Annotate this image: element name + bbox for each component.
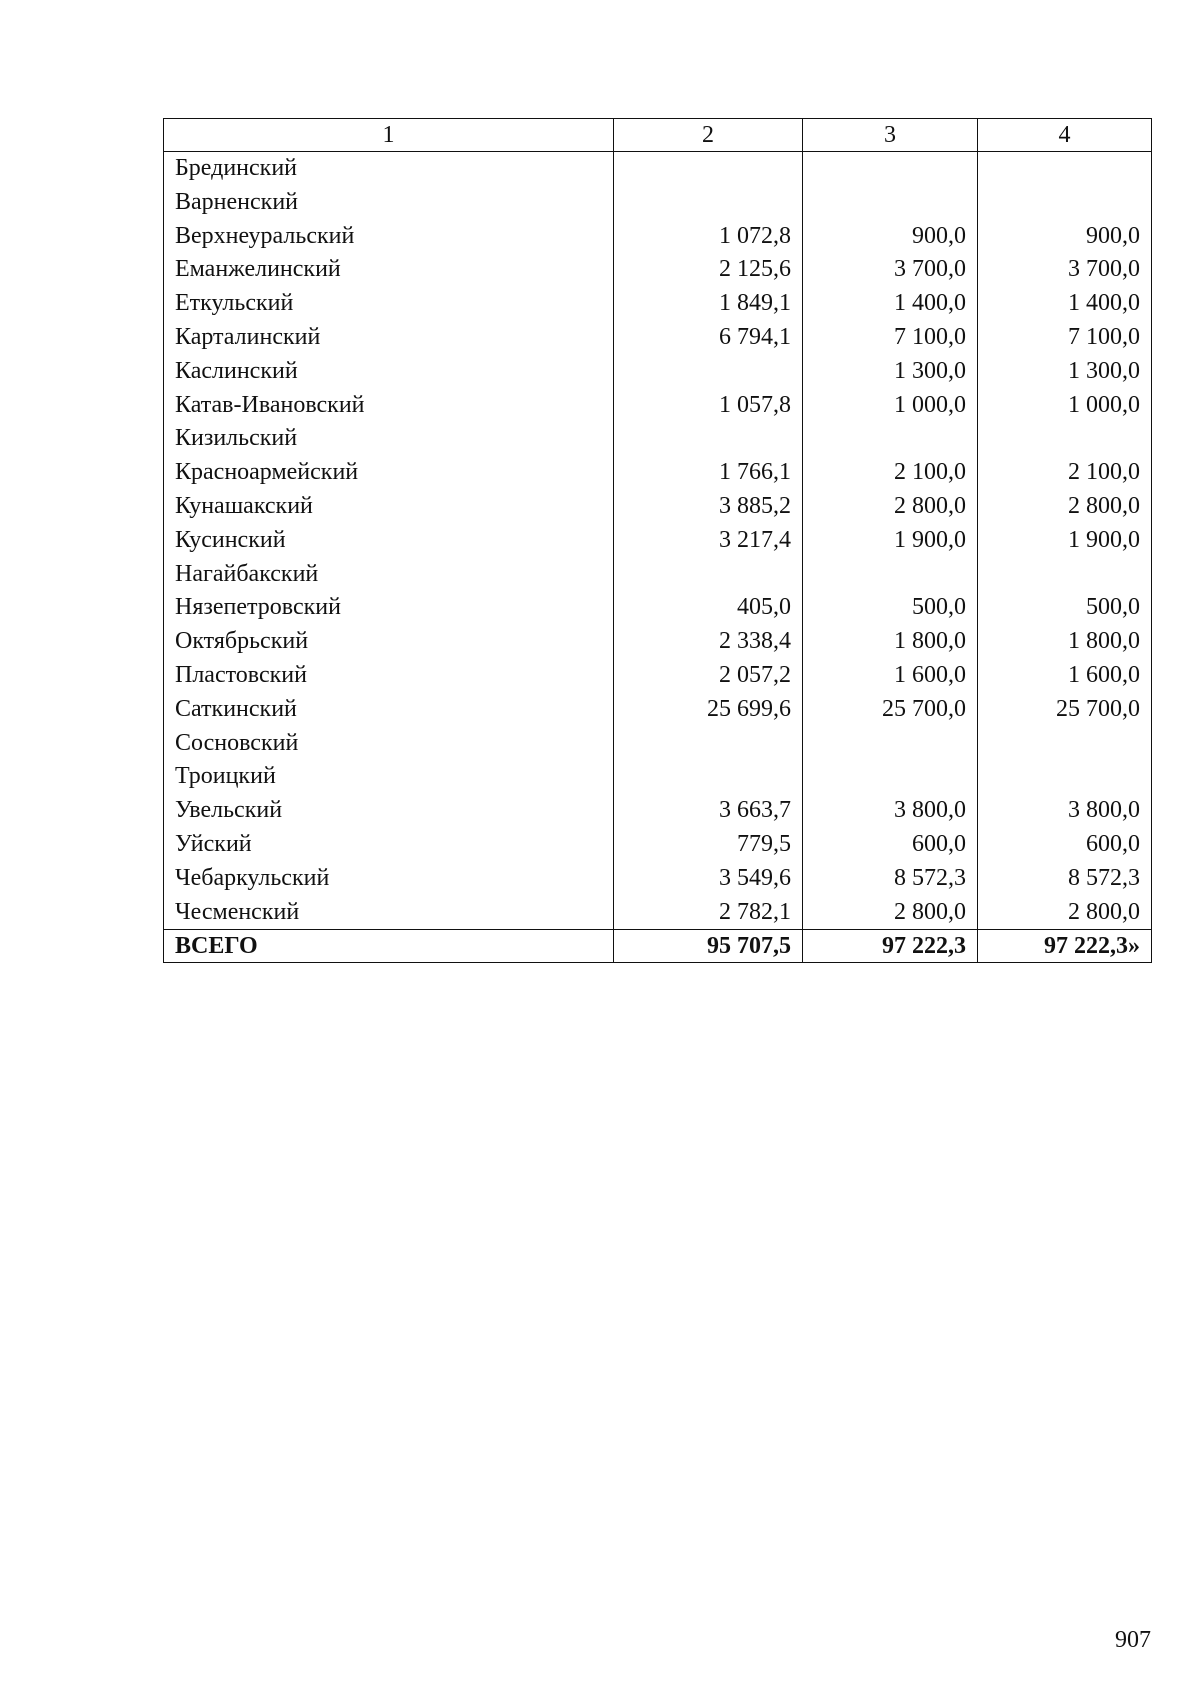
value-col-2: 3 663,7	[614, 794, 803, 828]
value-col-4: 2 800,0	[978, 896, 1152, 930]
value-col-2	[614, 355, 803, 389]
table-row	[164, 727, 1152, 761]
value-col-3: 600,0	[803, 828, 978, 862]
value-col-2: 25 699,6	[614, 693, 803, 727]
value-col-4: 500,0	[978, 591, 1152, 625]
value-col-4: 8 572,3	[978, 862, 1152, 896]
district-name: Еманжелинский	[164, 253, 614, 287]
total-col-2: 95 707,5	[614, 930, 803, 963]
value-col-2: 2 338,4	[614, 625, 803, 659]
value-col-4	[978, 727, 1152, 761]
table-row	[164, 253, 1152, 287]
table-row	[164, 591, 1152, 625]
table-row	[164, 524, 1152, 558]
value-col-3: 2 100,0	[803, 456, 978, 490]
value-col-3	[803, 422, 978, 456]
value-col-4: 2 800,0	[978, 490, 1152, 524]
value-col-3: 1 000,0	[803, 389, 978, 423]
value-col-4: 1 800,0	[978, 625, 1152, 659]
district-name: Пластовский	[164, 659, 614, 693]
table-row	[164, 659, 1152, 693]
value-col-2	[614, 186, 803, 220]
value-col-3: 1 300,0	[803, 355, 978, 389]
table-row	[164, 558, 1152, 592]
total-col-4: 97 222,3»	[978, 930, 1152, 963]
table-row	[164, 794, 1152, 828]
district-name: Октябрьский	[164, 625, 614, 659]
value-col-4: 1 000,0	[978, 389, 1152, 423]
district-name: Каслинский	[164, 355, 614, 389]
table-row	[164, 355, 1152, 389]
value-col-3: 2 800,0	[803, 490, 978, 524]
value-col-2	[614, 760, 803, 794]
value-col-4: 900,0	[978, 220, 1152, 254]
value-col-2	[614, 558, 803, 592]
district-name: Красноармейский	[164, 456, 614, 490]
value-col-3: 25 700,0	[803, 693, 978, 727]
value-col-4: 3 700,0	[978, 253, 1152, 287]
district-name: Кусинский	[164, 524, 614, 558]
value-col-4: 2 100,0	[978, 456, 1152, 490]
value-col-2	[614, 152, 803, 186]
value-col-4: 3 800,0	[978, 794, 1152, 828]
district-name: Троицкий	[164, 760, 614, 794]
district-name: Саткинский	[164, 693, 614, 727]
value-col-2	[614, 727, 803, 761]
value-col-2: 6 794,1	[614, 321, 803, 355]
table-row	[164, 186, 1152, 220]
total-label: ВСЕГО	[164, 930, 614, 963]
district-name: Кунашакский	[164, 490, 614, 524]
value-col-4	[978, 422, 1152, 456]
value-col-2: 3 217,4	[614, 524, 803, 558]
value-col-4: 7 100,0	[978, 321, 1152, 355]
value-col-3: 2 800,0	[803, 896, 978, 930]
page-number: 907	[1115, 1627, 1151, 1653]
table-row	[164, 422, 1152, 456]
value-col-3	[803, 760, 978, 794]
district-name: Брединский	[164, 152, 614, 186]
table-row	[164, 862, 1152, 896]
table-row	[164, 760, 1152, 794]
value-col-4	[978, 152, 1152, 186]
district-name: Кизильский	[164, 422, 614, 456]
value-col-2: 1 849,1	[614, 287, 803, 321]
table-row	[164, 693, 1152, 727]
table-header	[164, 119, 1152, 152]
total-col-3: 97 222,3	[803, 930, 978, 963]
value-col-3	[803, 727, 978, 761]
value-col-4: 1 300,0	[978, 355, 1152, 389]
value-col-4: 1 900,0	[978, 524, 1152, 558]
table-row	[164, 490, 1152, 524]
value-col-4	[978, 558, 1152, 592]
value-col-4	[978, 760, 1152, 794]
value-col-2: 1 072,8	[614, 220, 803, 254]
value-col-3: 500,0	[803, 591, 978, 625]
district-name: Чебаркульский	[164, 862, 614, 896]
value-col-3	[803, 152, 978, 186]
district-name: Чесменский	[164, 896, 614, 930]
district-name: Катав-Ивановский	[164, 389, 614, 423]
value-col-4: 1 600,0	[978, 659, 1152, 693]
district-name: Верхнеуральский	[164, 220, 614, 254]
column-header-3: 3	[803, 119, 978, 152]
value-col-2: 2 782,1	[614, 896, 803, 930]
district-name: Карталинский	[164, 321, 614, 355]
value-col-3: 8 572,3	[803, 862, 978, 896]
value-col-4: 600,0	[978, 828, 1152, 862]
total-row	[164, 930, 1152, 963]
district-name: Увельский	[164, 794, 614, 828]
value-col-3: 1 400,0	[803, 287, 978, 321]
value-col-3	[803, 186, 978, 220]
value-col-2	[614, 422, 803, 456]
value-col-2: 405,0	[614, 591, 803, 625]
value-col-4: 1 400,0	[978, 287, 1152, 321]
table-row	[164, 456, 1152, 490]
value-col-2: 3 885,2	[614, 490, 803, 524]
table-row	[164, 152, 1152, 186]
table-row	[164, 896, 1152, 930]
value-col-3: 3 800,0	[803, 794, 978, 828]
table-row	[164, 828, 1152, 862]
allocation-table	[163, 118, 1152, 963]
column-header-2: 2	[614, 119, 803, 152]
table-body	[164, 152, 1152, 930]
value-col-2: 2 057,2	[614, 659, 803, 693]
value-col-3: 900,0	[803, 220, 978, 254]
value-col-3: 1 600,0	[803, 659, 978, 693]
table-row	[164, 287, 1152, 321]
value-col-3: 3 700,0	[803, 253, 978, 287]
district-name: Нагайбакский	[164, 558, 614, 592]
value-col-4: 25 700,0	[978, 693, 1152, 727]
value-col-3: 1 800,0	[803, 625, 978, 659]
value-col-2: 2 125,6	[614, 253, 803, 287]
table-row	[164, 321, 1152, 355]
value-col-2: 1 766,1	[614, 456, 803, 490]
district-name: Еткульский	[164, 287, 614, 321]
district-name: Нязепетровский	[164, 591, 614, 625]
column-header-1: 1	[164, 119, 614, 152]
table-row	[164, 220, 1152, 254]
district-name: Уйский	[164, 828, 614, 862]
value-col-3	[803, 558, 978, 592]
value-col-3: 7 100,0	[803, 321, 978, 355]
value-col-3: 1 900,0	[803, 524, 978, 558]
column-header-4: 4	[978, 119, 1152, 152]
header-row	[164, 119, 1152, 152]
district-name: Сосновский	[164, 727, 614, 761]
value-col-2: 779,5	[614, 828, 803, 862]
table-footer	[164, 930, 1152, 963]
value-col-4	[978, 186, 1152, 220]
table-row	[164, 625, 1152, 659]
value-col-2: 3 549,6	[614, 862, 803, 896]
district-name: Варненский	[164, 186, 614, 220]
value-col-2: 1 057,8	[614, 389, 803, 423]
table-row	[164, 389, 1152, 423]
